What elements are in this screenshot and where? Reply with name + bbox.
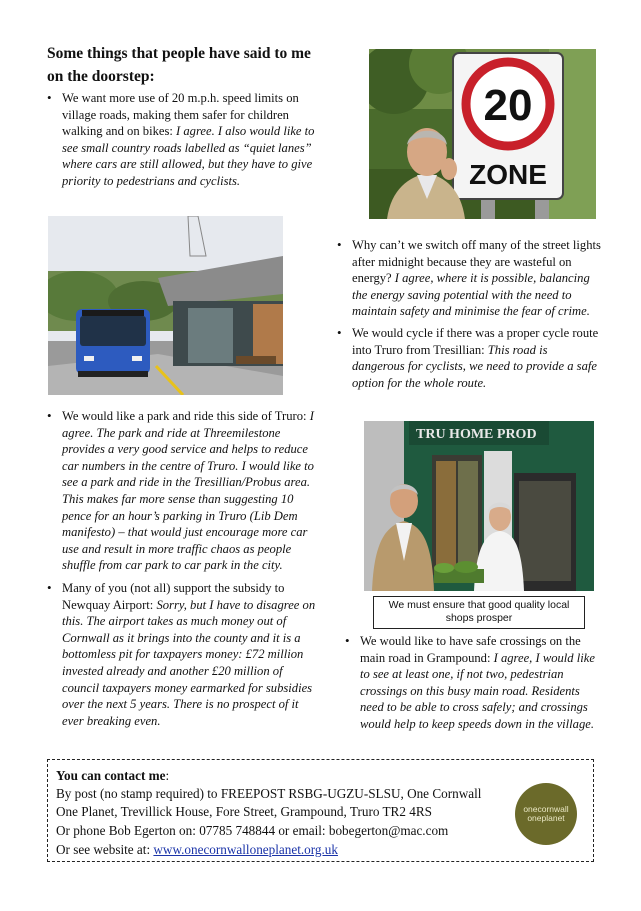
right-bullets-bottom <box>345 633 603 735</box>
contact-phone-email: Or phone Bob Egerton on: 07785 748844 or email: bobegerton@mac.com <box>56 823 449 838</box>
sign-number: 20 <box>483 81 533 130</box>
photo-caption: We must ensure that good quality local shops prosper <box>373 596 585 629</box>
list-item <box>47 408 319 574</box>
contact-post-line-1: By post (no stamp required) to FREEPOST RSBG-UGZU-SLSU, One Cornwall <box>56 786 482 801</box>
website-link[interactable]: www.onecornwalloneplanet.org.uk <box>153 842 338 857</box>
logo-line-2: oneplanet <box>527 813 565 823</box>
right-bullets-top <box>337 237 601 393</box>
bullet-question: Many of you (not all) support the subsidy to Newquay Airport: <box>62 580 285 612</box>
bullet-question: We want more use of 20 m.p.h. speed limits on village roads, making them safer for children walking and on bikes: <box>62 91 299 139</box>
shop-sign-text: TRU HOME PROD <box>416 427 537 442</box>
contact-box <box>47 759 594 862</box>
list-item <box>345 633 603 733</box>
photo-village-shop <box>364 421 594 591</box>
bullet-question: We would cycle if there was a proper cycle route into Truro from Tresillian: <box>352 325 599 357</box>
contact-title-row <box>56 767 593 785</box>
list-item <box>337 325 601 391</box>
contact-title: You can contact me <box>56 768 166 783</box>
bullet-question: We would like to have safe crossings on the main road in Grampound: <box>360 634 581 665</box>
contact-post-line-2: One Planet, Trevillick House, Fore Street, Grampound, Truro TR2 4RS <box>56 804 432 819</box>
shop-illustration <box>364 421 594 591</box>
bullet-answer: I agree. The park and ride at Threemilestone provides a very good service and helps to reduce car numbers in the centre of Truro. I would like to see a park and ride in the Tresillian/Probus area. This makes far more sense than suggesting 10 pence for an hour’s parking in Truro (Lib Dem manifesto) – that would just encourage more car use and result in more traffic chaos as people shuffle from car park to car park in the city. <box>62 409 314 573</box>
contact-title-colon: : <box>165 768 170 783</box>
zone-sign-illustration <box>369 49 596 219</box>
bullet-answer: I agree, where it is possible, balancing the energy saving potential with the need to maintain safety and minimise the fear of crime. <box>352 271 590 319</box>
one-cornwall-one-planet-logo <box>515 783 577 845</box>
left-bullets-top <box>47 90 317 192</box>
list-item <box>47 580 319 729</box>
bullet-answer: I agree, I would like to see at least one, if not two, pedestrian crossings on this busy main road. Residents need to be able to cross safely; and crossings would help to keep speeds down in the village. <box>360 650 595 731</box>
list-item <box>47 90 317 190</box>
contact-website-row <box>56 841 593 859</box>
photo-park-and-ride-bus <box>48 216 283 395</box>
left-bullets-bottom <box>47 408 319 731</box>
logo-line-1: onecornwall <box>523 804 569 814</box>
bullet-question: Why can’t we switch off many of the street lights after midnight because they are wasteful on energy? <box>352 238 601 286</box>
bullet-question: We would like a park and ride this side of Truro: <box>62 409 307 423</box>
list-item <box>337 237 601 320</box>
page-heading: Some things that people have said to me on the doorstep: <box>47 45 311 85</box>
bullet-answer: I agree. I also would like to see small country roads labelled as “quiet lanes” where cars are still allowed, but they have to give priority to pedestrians and cyclists. <box>62 124 315 188</box>
photo-20-zone-sign <box>369 49 596 219</box>
bus-illustration <box>48 216 283 395</box>
bullet-answer: Sorry, but I have to disagree on this. The airport takes as much money out of Cornwall as it brings into the county and it is a bottomless pit for taxpayers money: £72 million invested already and another £20 million of council taxpayers money earmarked for subsidies over the next 5 years. There is no prospect of it ever breaking even. <box>62 597 316 728</box>
website-label: Or see website at: <box>56 842 154 857</box>
bullet-answer: This road is dangerous for cyclists, we need to provide a safe option for the whole route. <box>352 342 597 390</box>
sign-word: ZONE <box>469 159 547 190</box>
